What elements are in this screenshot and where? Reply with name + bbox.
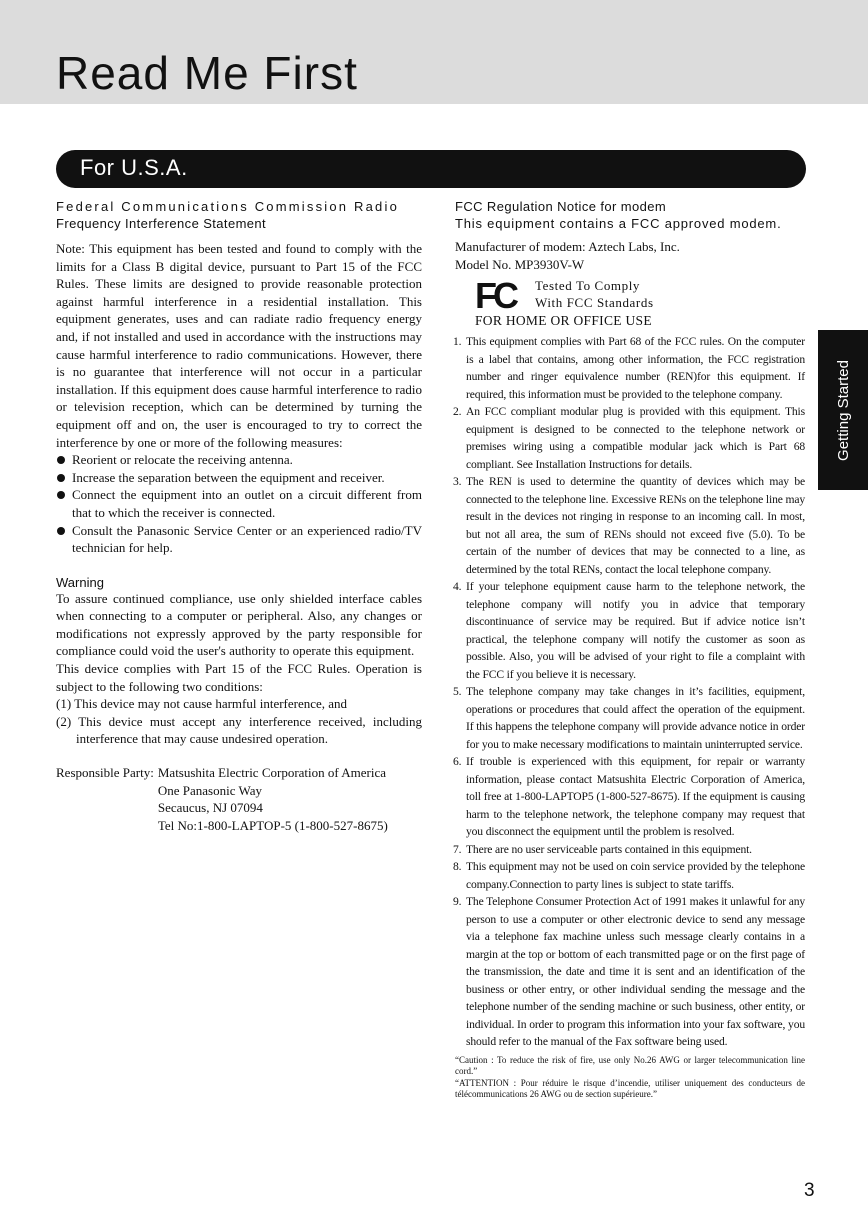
responsible-line: Secaucus, NJ 07094 — [157, 800, 263, 816]
condition-1: (1) This device may not cause harmful interference, and — [56, 696, 348, 712]
responsible-label: Responsible Party: — [56, 765, 154, 781]
item-number: 7. — [453, 842, 462, 856]
fcc-radio-heading-2: Frequency Interference Statement — [56, 216, 267, 231]
list-item: Consult the Panasonic Service Center or an experienced radio/TV technician for help. — [56, 522, 422, 557]
list-item — [455, 858, 805, 893]
section-title: For U.S.A. — [80, 155, 188, 180]
item-number: 3. — [453, 475, 462, 489]
list-item: Reorient or relocate the receiving antenna. — [56, 451, 422, 469]
warning-heading: Warning — [56, 574, 104, 590]
fcc-logo-icon — [475, 275, 527, 313]
side-tab-label-wrap — [818, 330, 868, 490]
page-number: 3 — [804, 1180, 815, 1201]
list-item — [455, 578, 805, 683]
item-text: The telephone company may take changes in it’s facilities, equipment, operations or procedures that could affect the operation of the equipment. If this happens the telephone company will provide advance notice in order for you to make necessary modifications to maintain uninterrupted service. — [466, 685, 805, 751]
item-text: An FCC compliant modular plug is provided with this equipment. This equipment is designed to be connected to the telephone network or premises wiring using a compatible modular jack which is Part 68 compliant. See Installation Instructions for details. — [466, 405, 805, 471]
list-item: Increase the separation between the equipment and receiver. — [56, 469, 422, 487]
item-number: 5. — [453, 685, 462, 699]
fcc-use-label: FOR HOME OR OFFICE USE — [475, 313, 652, 329]
modem-heading-1: FCC Regulation Notice for modem — [455, 199, 667, 214]
fcc-compliance-block — [475, 275, 805, 313]
part15-text: This device complies with Part 15 of the FCC Rules. Operation is subject to the following two conditions: — [56, 661, 422, 694]
list-item: Connect the equipment into an outlet on a circuit different from that to which the receiver is connected. — [56, 486, 422, 521]
item-number: 1. — [453, 335, 462, 349]
modem-model: Model No. MP3930V-W — [455, 256, 585, 272]
condition-2: (2) This device must accept any interference received, including interference that may cause undesired operation. — [56, 713, 422, 747]
item-text: This equipment complies with Part 68 of the FCC rules. On the computer is a label that contains, among other information, the FCC registration number and ringer equivalence number (REN)for this equipment. If required, this information must be provided to the telephone company. — [466, 335, 805, 401]
item-text: The REN is used to determine the quantity of devices which may be connected to the telephone line. Excessive RENs on the telephone line may result in the devices not ringing in response to an incoming call. In most, but not all area, the sum of RENs should not exceed five (5.0). To be certain of the number of devices that may be connected to a line, as determined by the total RENs, contact the local telephone company. — [466, 475, 805, 576]
item-number: 8. — [453, 860, 462, 874]
list-item — [455, 893, 805, 1051]
measures-list — [56, 451, 422, 557]
item-text: If your telephone equipment cause harm to the telephone network, the telephone company will notify you in advice that temporary discontinuance of service may be required. But if advice notice isn’t practical, the telephone company will notify the customer as soon as possible. Also, you will be advised of your right to file a complaint with the FCC if you believe it is necessary. — [466, 580, 805, 681]
side-tab-label: Getting Started — [834, 359, 852, 461]
modem-notice-list — [455, 333, 805, 1051]
left-column — [56, 198, 422, 834]
item-text: This equipment may not be used on coin service provided by the telephone company.Connection to party lines is subject to state tariffs. — [466, 860, 805, 891]
item-text: If trouble is experienced with this equipment, for repair or warranty information, please contact Matsushita Electric Corporation of America, toll free at 1-800-LAPTOP5 (1-800-527-8675). If the equipment is causing harm to the telephone network, the telephone company may request that you disconnect the equipment until the problem is resolved. — [466, 755, 805, 839]
list-item — [455, 403, 805, 473]
modem-manufacturer: Manufacturer of modem: Aztech Labs, Inc. — [455, 239, 680, 254]
item-text: There are no user serviceable parts contained in this equipment. — [466, 842, 752, 856]
fcc-radio-heading-1: Federal Communications Commission Radio — [56, 199, 400, 214]
item-number: 2. — [453, 405, 462, 419]
fcc-logo-text: FC — [475, 275, 515, 314]
responsible-line: One Panasonic Way — [157, 782, 262, 798]
list-item — [455, 333, 805, 403]
caution-french: “ATTENTION : Pour réduire le risque d’incendie, utiliser uniquement des conducteurs de télécommunications 26 AWG ou de section supérieure.” — [455, 1077, 805, 1100]
responsible-party — [56, 764, 422, 834]
item-text: The Telephone Consumer Protection Act of 1991 makes it unlawful for any person to use a computer or other electronic device to send any message via a telephone fax machine unless such message clearly contains in a margin at the top or bottom of each transmitted page or on the first page of the transmission, the date and time it is sent and an identification of the business or other entry, or other individual sending the message and the telephone number of the sending machine or such business, other entity, or individual. In order to program this information into your fax software, you should refer to the manual of the Fax software being used. — [466, 895, 805, 1049]
list-item — [455, 683, 805, 753]
item-number: 4. — [453, 580, 462, 594]
modem-heading-2: This equipment contains a FCC approved modem. — [455, 216, 782, 231]
warning-text: To assure continued compliance, use only shielded interface cables when connecting to a computer or peripheral. Also, any changes or modifications not expressly approved by the party responsible for compliance could void the user's authority to operate this equipment. — [56, 590, 422, 659]
item-number: 6. — [453, 755, 462, 769]
responsible-line: Tel No:1-800-LAPTOP-5 (1-800-527-8675) — [157, 817, 388, 833]
right-column — [455, 198, 805, 1101]
fcc-tested-line: Tested To Comply — [535, 278, 641, 294]
list-item — [455, 473, 805, 578]
interference-note: Note: This equipment has been tested and found to comply with the limits for a Class B digital device, pursuant to Part 15 of the FCC Rules. These limits are designed to provide reasonable protection against harmful interference in a residential installation. This equipment generates, uses and can radiate radio frequency energy and, if not installed and used in accordance with the instructions may cause harmful interference to radio communications. However, there is no guarantee that interference will not occur in a particular installation. If this equipment does cause harmful interference to radio or television reception, which can be determined by turning the equipment off and on, the user is encouraged to try to correct the interference by one or more of the following measures: — [56, 241, 422, 450]
item-number: 9. — [453, 895, 462, 909]
responsible-line: Matsushita Electric Corporation of America — [157, 765, 387, 781]
fcc-tested-line: With FCC Standards — [535, 295, 654, 311]
list-item — [455, 841, 805, 859]
page-title: Read Me First — [56, 47, 358, 99]
fcc-tested-text — [535, 277, 654, 311]
caution-english: “Caution : To reduce the risk of fire, use only No.26 AWG or larger telecommunication line cord.” — [455, 1054, 805, 1077]
responsible-lines — [158, 764, 388, 834]
list-item — [455, 753, 805, 841]
